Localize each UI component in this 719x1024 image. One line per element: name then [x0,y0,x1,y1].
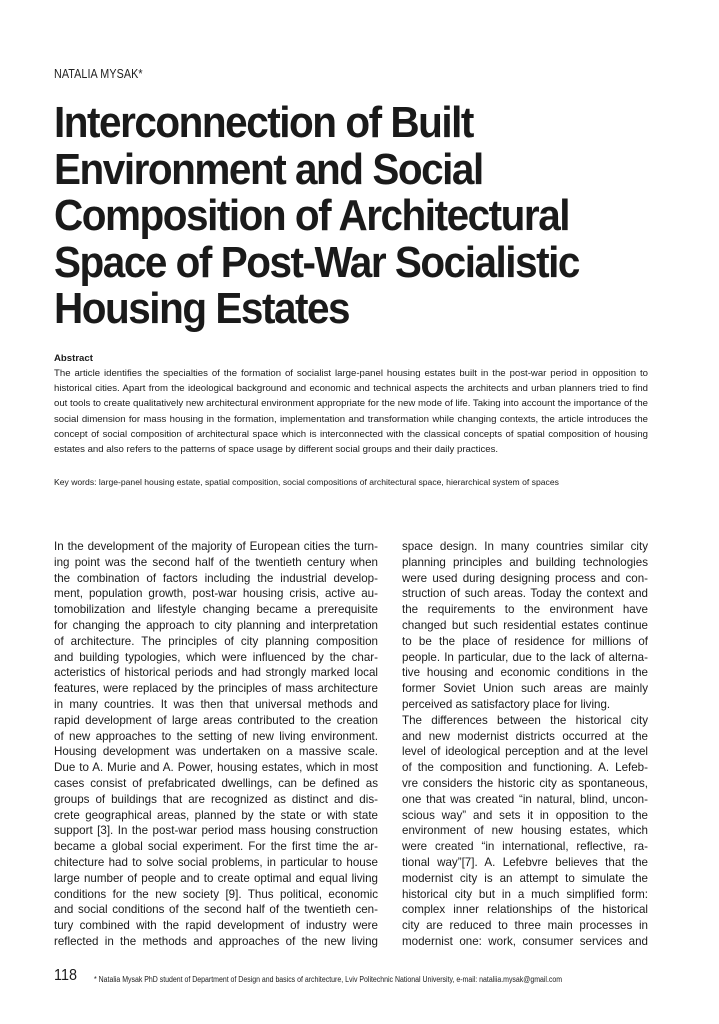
body-line: one that was created “in natural, blind, uncon- [402,792,648,806]
abstract-text: The article identifies the specialties of the formation of socialist large-panel housing estates built in the post-war period in opposition to historical cities. Apart from the ideological background and economic and technical aspects the architects and urban planners tried to find out tools to create qualitatively new architectural environment appropriate for the new mode of life. Taking into account the importance of the social dimension for mass housing in the formation, implementation and transformation while changing contexts, the article introduces the concept of social composition of architectural space which is interconnected with the classical concepts of spatial composition of housing estates and also refers to the patterns of space usage by different social groups and their daily practices. [54,368,648,456]
body-line: for changing the approach to city planning and interpretation [54,618,378,632]
keywords: Key words: large-panel housing estate, spatial composition, social compositions of architectural space, hierarchical system of spaces [54,477,559,487]
body-line: groups of buildings that are recognized as distinct and dis- [54,792,378,806]
body-line: of architecture. The principles of city planning composition [54,634,378,648]
body-line: tional way”[7]. A. Lefebvre believes that the [402,855,648,869]
body-line: the requirements to the environment have [402,603,648,617]
body-line: ment, population growth, post-war housing crisis, active au- [54,587,378,601]
body-line: modernist one: work, consumer services and [402,934,648,948]
body-line: became a global social experiment. For the first time the ar- [54,840,378,854]
author-footnote: * Natalia Mysak PhD student of Department of Design and basics of architecture, Lviv Politechnic National University, e-mail: nataliia.mysak@gmail.com [94,975,563,984]
body-line: in many countries. It was then that universal methods and [54,697,378,711]
body-line: scious way” and sets it in opposition to the [402,808,648,822]
article-title [54,98,579,333]
body-line: changed but such residential estates continue [402,618,648,632]
body-line: city are reduced to three main processes in [402,919,648,933]
body-column-left [54,539,378,950]
title-line: Space of Post-War Socialistic [54,237,579,287]
body-line: Due to A. Murie and A. Power, housing estates, which in most [54,761,378,775]
abstract-heading: Abstract [54,353,93,364]
body-line: planning principles and building technologies [402,555,648,569]
body-line: were used during designing process and con- [402,571,648,585]
body-line: features, were replaced by the principles of mass architecture [54,682,378,696]
title-line: Environment and Social [54,144,483,194]
body-line: large number of people and to create optimal and equal living [54,871,378,885]
body-line: Housing development was undertaken on a massive scale. [54,745,378,759]
body-line: complex inner relationships of the historical [402,903,648,917]
author-name: NATALIA MYSAK* [54,67,143,81]
body-line: former Soviet Union such areas are mainly [402,682,648,696]
body-line: rapid development of large areas contributed to the creation [54,713,378,727]
body-line: people. In particular, due to the lack of alterna- [402,650,648,664]
body-line: tomobilization and lifestyle changing became a prerequisite [54,603,378,617]
body-line: cases consist of prefabricated dwellings, can be defined as [54,776,378,790]
body-line: modernist city is an attempt to simulate the [402,871,648,885]
body-line: conditions for the new society [9]. Thus political, economic [54,887,378,901]
body-line: tury combined with the rapid development of industry were [54,919,378,933]
title-line: Housing Estates [54,284,350,333]
body-line: struction of such areas. Today the context and [402,587,648,601]
title-line: Composition of Architectural [54,191,570,240]
body-line: vre considers the historic city as spontaneous, [402,776,648,790]
body-line: perceived as satisfactory place for living. [402,697,611,711]
body-line: of new approaches to the setting of new living environment. [54,729,378,743]
body-line: space design. In many countries similar city [402,540,648,553]
body-line: the combination of factors including the industrial develop- [54,571,378,585]
body-line: environment of new housing estates, which [402,824,648,838]
body-line: and building typologies, which were influenced by the char- [54,650,378,664]
body-line: support [3]. In the post-war period mass housing construction [54,824,378,838]
body-line: level of ideological perception and at the level [402,745,648,759]
body-line: ing point was the second half of the twentieth century when [54,555,378,569]
body-line: reflected in the methods and approaches of the new living [54,934,378,948]
body-line: to be the place of residence for millions of [402,634,648,648]
body-line: and social conditions of the second half of the twentieth cen- [54,903,378,917]
body-line: chitecture had to solve social problems, in particular to house [54,855,378,869]
body-column-right [402,539,648,950]
body-line: and new modernist districts occurred at the [402,729,648,743]
body-line: tive housing and economic conditions in the [402,666,648,680]
title-line: Interconnection of Built [54,98,473,147]
body-line: of the composition and functioning. A. Lefeb- [402,761,648,775]
page-number: 118 [54,967,77,984]
body-line: crete geographical areas, planned by the state or with state [54,808,378,822]
body-line: In the development of the majority of European cities the turn- [54,540,378,553]
body-line: The differences between the historical city [402,713,648,727]
body-line: were created “in international, reflective, ra- [402,840,648,854]
body-line: acteristics of historical periods and had strongly marked local [54,666,378,680]
body-line: historical city but in a much simplified form: [402,887,648,901]
